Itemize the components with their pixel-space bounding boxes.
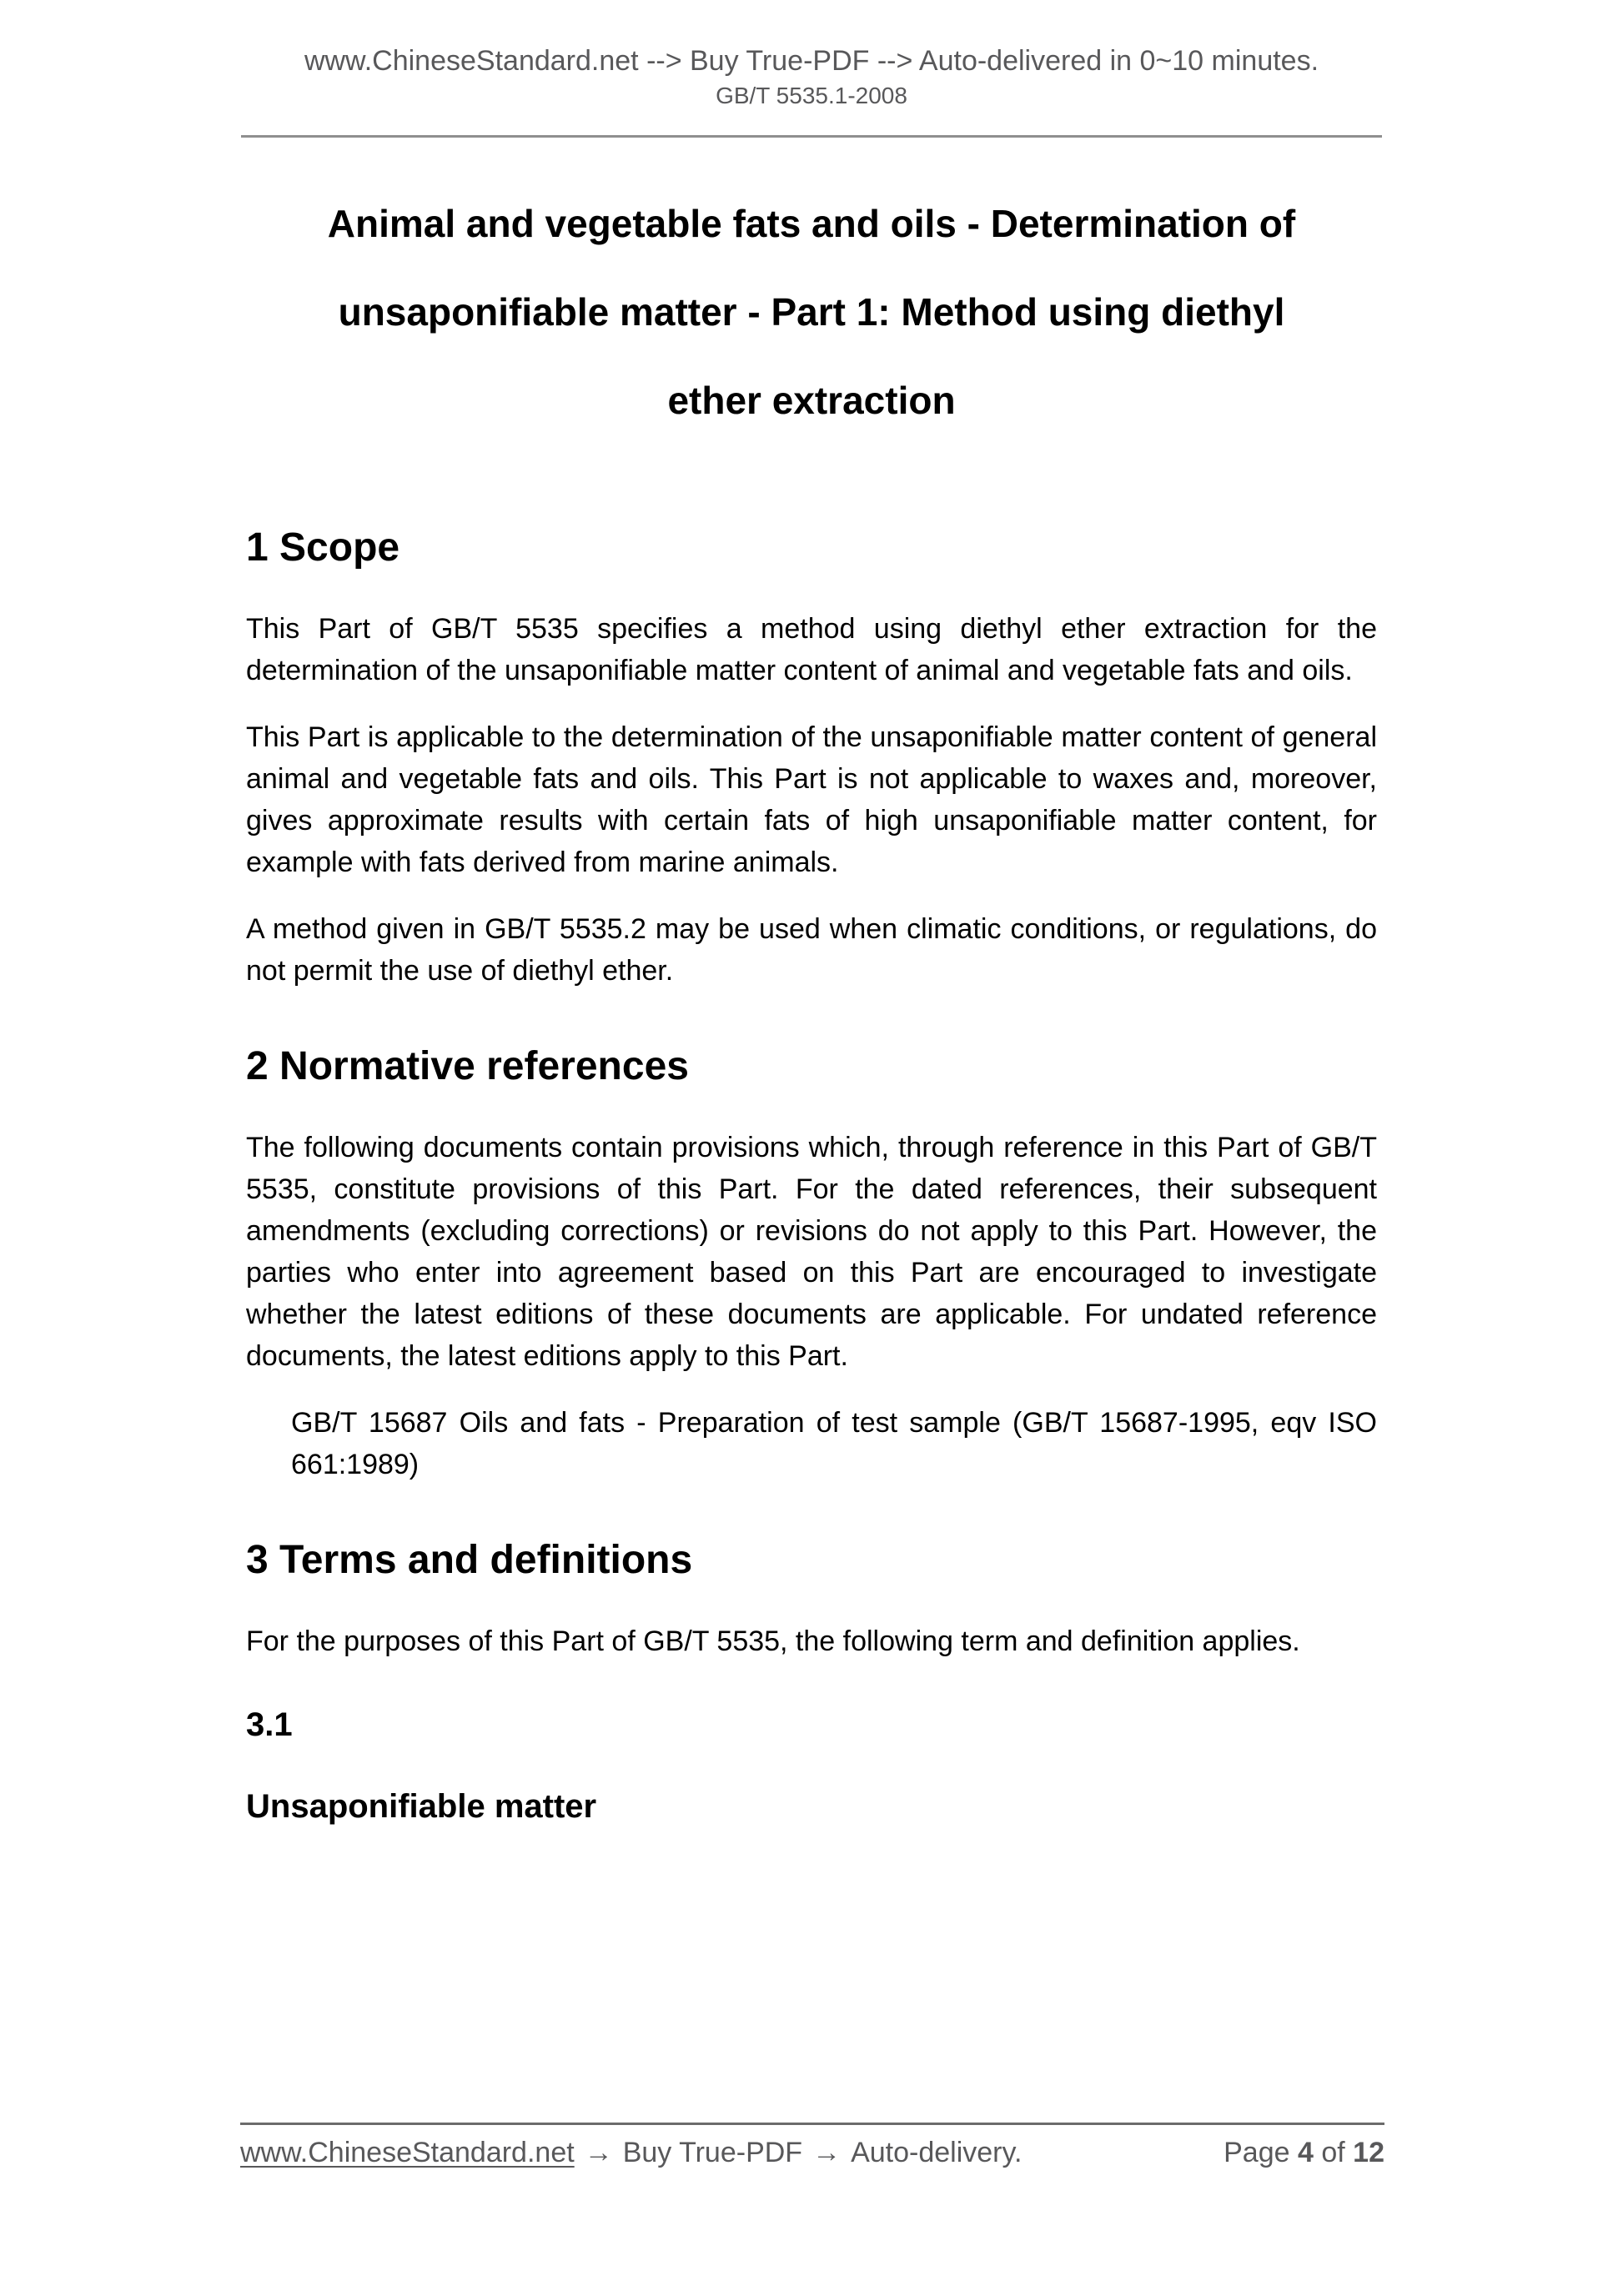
header-divider [241, 135, 1382, 138]
page-indicator [1224, 2135, 1384, 2170]
clause-number: 3.1 [246, 1706, 293, 1743]
page-number: 4 [1297, 2137, 1314, 2168]
doc-number: GB/T 5535.1-2008 [716, 83, 907, 108]
total-pages: 12 [1353, 2137, 1384, 2168]
normative-references-paragraph: The following documents contain provisions which, through reference in this Part of GB/T 5535, constitute provisions of this Part. For the dated references, their subsequent amendments (excluding corrections) or revisions do not apply to this Part. However, the parties who enter into agreement based on this Part are encouraged to investigate whether the latest editions of these documents are applicable. For undated reference documents, the latest editions apply to this Part. [246, 1132, 1377, 1372]
page-header [0, 0, 1623, 110]
page-footer [240, 2123, 1384, 2170]
section-heading-scope: 1 Scope [246, 525, 400, 570]
scope-paragraph-2: This Part is applicable to the determination of the unsaponifiable matter content of general animal and vegetable fats and oils. This Part is not applicable to waxes and, moreover, gives approximate results with certain fats of high unsaponifiable matter content, for example with fats derived from marine animals. [246, 721, 1377, 878]
document-title-line3: ether extraction [667, 379, 956, 422]
section-heading-terms-definitions: 3 Terms and definitions [246, 1538, 693, 1582]
header-note: www.ChineseStandard.net --> Buy True-PDF --> Auto-delivered in 0~10 minutes. [304, 45, 1319, 77]
document-title [246, 179, 1377, 445]
document-body [246, 179, 1377, 1826]
terms-paragraph: For the purposes of this Part of GB/T 5535, the following term and definition applies. [246, 1625, 1300, 1657]
footer-buy-label: Buy True-PDF [622, 2137, 803, 2168]
scope-paragraph-1: This Part of GB/T 5535 specifies a method using diethyl ether extraction for the determination of the unsaponifiable matter content of animal and vegetable fats and oils. [246, 613, 1377, 686]
arrow-right-icon: → [812, 2137, 842, 2168]
footer-delivery-label: Auto-delivery. [851, 2137, 1023, 2168]
page-label: Page [1224, 2137, 1290, 2168]
scope-paragraph-3: A method given in GB/T 5535.2 may be used when climatic conditions, or regulations, do not permit the use of diethyl ether. [246, 913, 1377, 987]
arrow-right-icon: → [584, 2137, 613, 2168]
section-heading-normative-references: 2 Normative references [246, 1044, 689, 1088]
term-name: Unsaponifiable matter [246, 1788, 597, 1825]
footer-promo [240, 2135, 1022, 2170]
document-title-line2: unsaponifiable matter - Part 1: Method using diethyl [338, 290, 1285, 334]
of-label: of [1321, 2137, 1345, 2168]
document-title-line1: Animal and vegetable fats and oils - Determination of [327, 202, 1296, 245]
footer-link[interactable]: www.ChineseStandard.net [240, 2137, 575, 2168]
normative-reference-entry: GB/T 15687 Oils and fats - Preparation of test sample (GB/T 15687-1995, eqv ISO 661:1989) [291, 1407, 1377, 1480]
